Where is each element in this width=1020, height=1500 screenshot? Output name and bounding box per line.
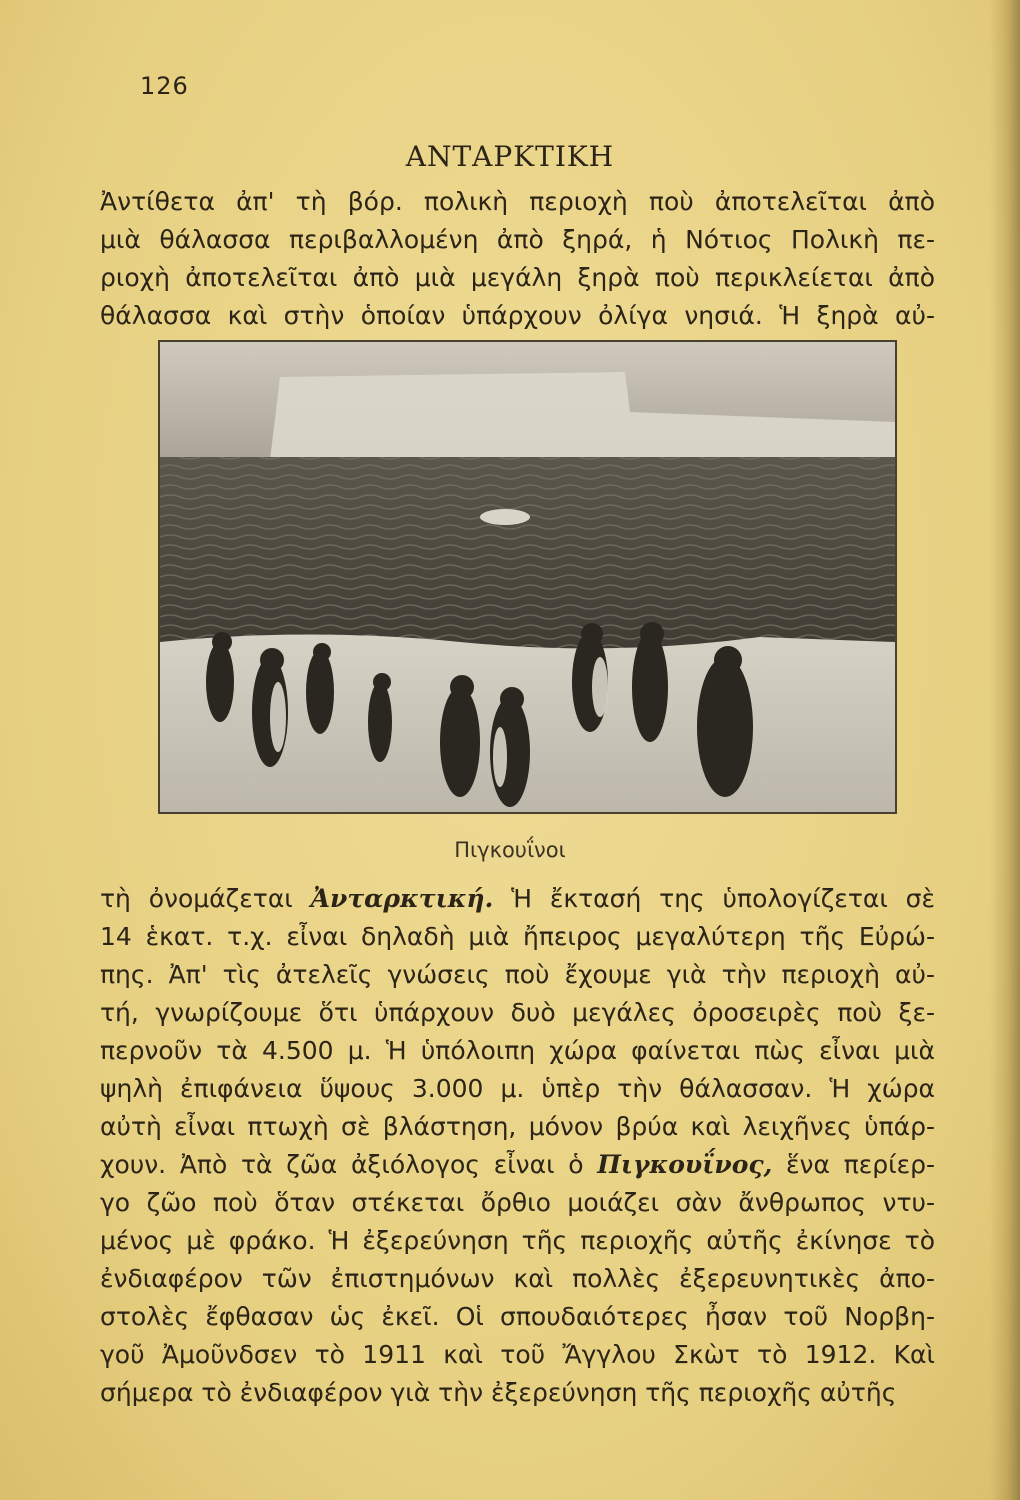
text-line: στολὲς ἔφθασαν ὡς ἐκεῖ. Οἱ σπουδαιότερες ἦσαν τοῦ Νορβη-: [100, 1302, 935, 1331]
text-line: Ἀντίθετα ἀπ' τὴ βόρ. πολικὴ περιοχὴ ποὺ ἀποτελεῖται ἀπὸ: [100, 187, 935, 216]
text-line: [100, 1146, 935, 1184]
paragraph-intro: [100, 183, 935, 335]
paragraph-main: [100, 880, 935, 1412]
text-fragment: Ἡ ἔκτασή της ὑπολογίζεται σὲ: [493, 884, 935, 913]
text-line: αὐτὴ εἶναι πτωχὴ σὲ βλάστηση, μόνον βρύα καὶ λειχῆνες ὑπάρ-: [100, 1112, 935, 1141]
text-line: σήμερα τὸ ἐνδιαφέρον γιὰ τὴν ἐξερεύνηση τῆς περιοχῆς αὐτῆς: [100, 1378, 897, 1407]
page-spine-shadow: [990, 0, 1020, 1500]
text-line: μένος μὲ φράκο. Ἡ ἐξερεύνηση τῆς περιοχῆς αὐτῆς ἐκίνησε τὸ: [100, 1226, 935, 1255]
text-line: [100, 880, 935, 918]
emphasis-antarctica: Ἀνταρκτική.: [310, 884, 494, 913]
text-fragment: ἕνα περίερ-: [772, 1150, 935, 1179]
page-number: 126: [140, 72, 189, 100]
text-line: ἐνδιαφέρον τῶν ἐπιστημόνων καὶ πολλὲς ἐξερευνητικὲς ἀπο-: [100, 1264, 935, 1293]
text-line: τή, γνωρίζουμε ὅτι ὑπάρχουν δυὸ μεγάλες ὀροσειρὲς ποὺ ξε-: [100, 998, 935, 1027]
photo-caption: Πιγκουΐνοι: [454, 838, 566, 862]
text-line: γο ζῶο ποὺ ὅταν στέκεται ὄρθιο μοιάζει σὰν ἄνθρωπος ντυ-: [100, 1188, 935, 1217]
text-fragment: χουν. Ἀπὸ τὰ ζῶα ἀξιόλογος εἶναι ὁ: [100, 1150, 598, 1179]
text-line: γοῦ Ἀμοῦνδσεν τὸ 1911 καὶ τοῦ Ἄγγλου Σκὼτ τὸ 1912. Καὶ: [100, 1340, 935, 1369]
text-line: ψηλὴ ἐπιφάνεια ὕψους 3.000 μ. ὑπὲρ τὴν θάλασσαν. Ἡ χώρα: [100, 1074, 935, 1103]
text-line: 14 ἑκατ. τ.χ. εἶναι δηλαδὴ μιὰ ἤπειρος μεγαλύτερη τῆς Εὐρώ-: [100, 922, 935, 951]
text-line: πης. Ἀπ' τὶς ἀτελεῖς γνώσεις ποὺ ἔχουμε γιὰ τὴν περιοχὴ αὐ-: [100, 960, 935, 989]
penguins-photo: [158, 340, 897, 814]
text-line: ριοχὴ ἀποτελεῖται ἀπὸ μιὰ μεγάλη ξηρὰ ποὺ περικλείεται ἀπὸ: [100, 263, 935, 292]
text-line: περνοῦν τὰ 4.500 μ. Ἡ ὑπόλοιπη χώρα φαίνεται πὼς εἶναι μιὰ: [100, 1036, 935, 1065]
text-fragment: τὴ ὀνομάζεται: [100, 884, 311, 913]
chapter-heading: ΑΝΤΑΡΚΤΙΚΗ: [405, 140, 615, 173]
text-line: μιὰ θάλασσα περιβαλλομένη ἀπὸ ξηρά, ἡ Νότιος Πολικὴ πε-: [100, 225, 935, 254]
emphasis-penguin: Πιγκουΐνος,: [597, 1150, 773, 1179]
text-line: θάλασσα καὶ στὴν ὁποίαν ὑπάρχουν ὀλίγα νησιά. Ἡ ξηρὰ αὐ-: [100, 301, 935, 330]
